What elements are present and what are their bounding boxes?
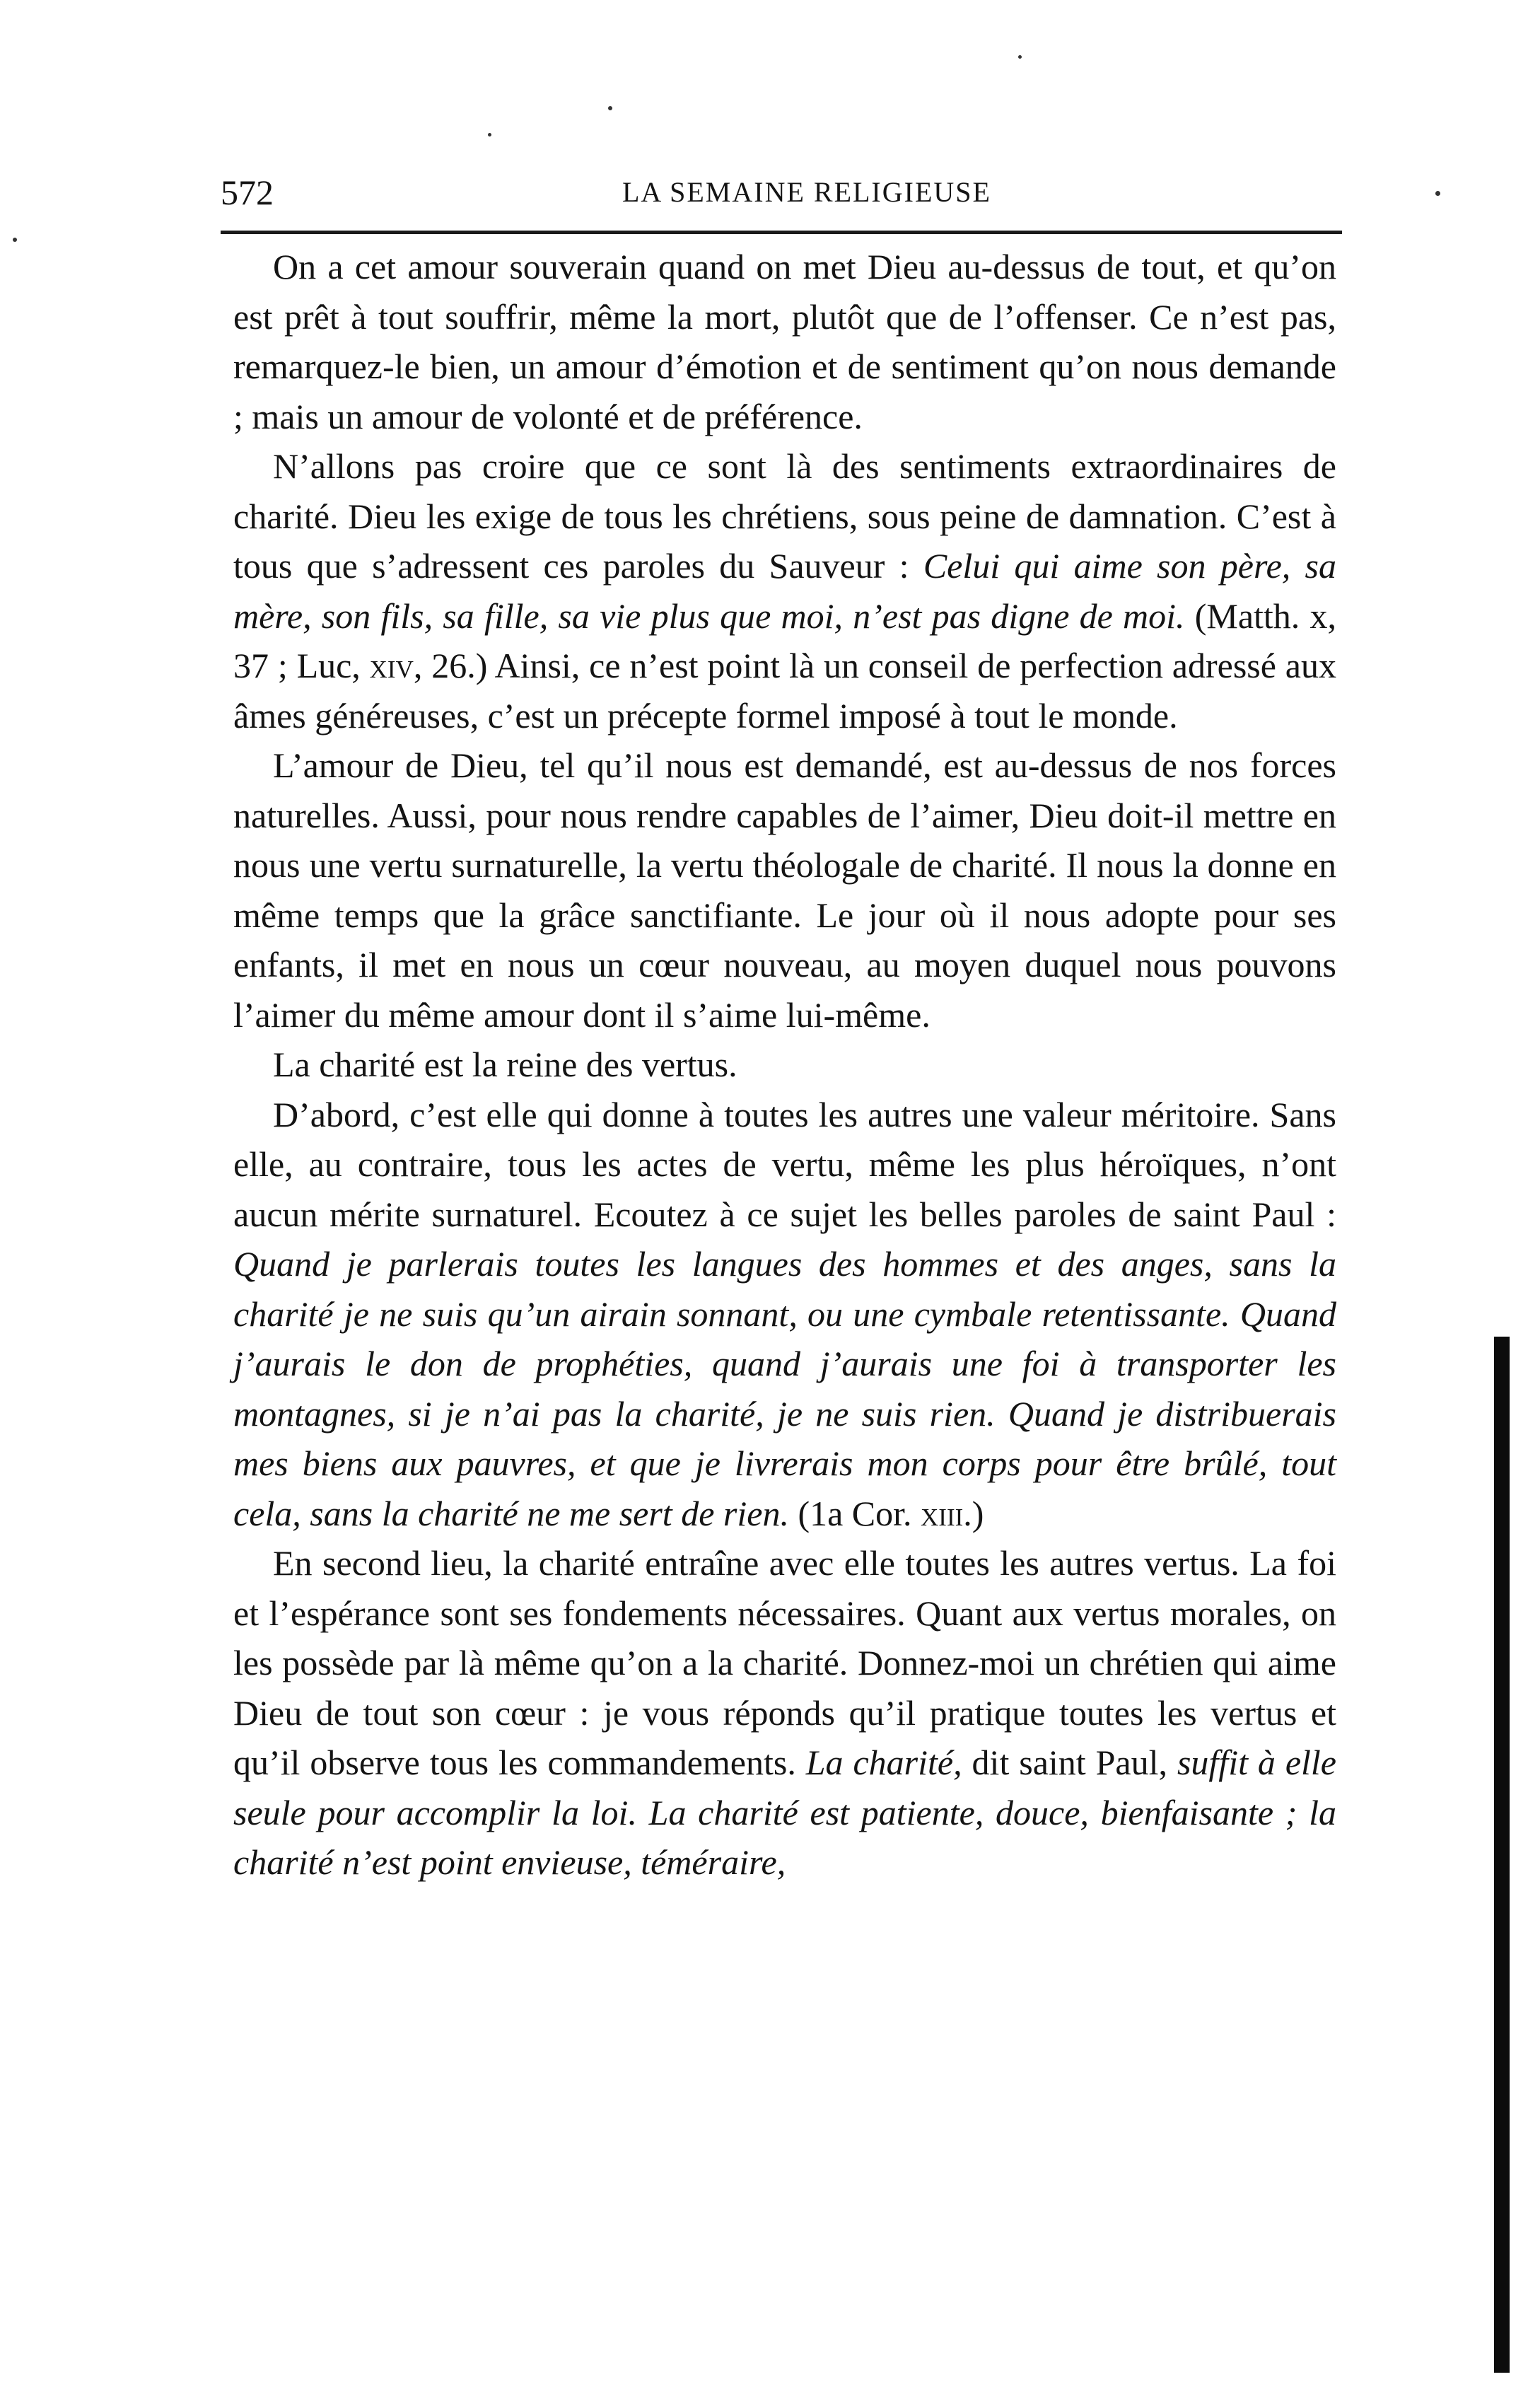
page-header [221, 164, 1338, 221]
page-number: 572 [221, 173, 274, 212]
scripture-quote-matthew: Celui qui aime son père, sa mère, son fils, sa fille, sa vie plus que moi, n’est pas digne de moi. [233, 546, 1336, 636]
scan-speck [1018, 55, 1022, 59]
scripture-quote-law: suffit à elle seule pour accomplir la loi. La charité est patiente, douce, bienfaisante ; la charité n’est point envieuse, téméraire, [233, 1743, 1336, 1882]
paragraph-3-text: L’amour de Dieu, tel qu’il nous est demandé, est au-dessus de nos forces naturelles. Aussi, pour nous rendre capables de l’aimer, Dieu doit-il mettre en nous une vertu surnaturelle, la vertu théologale de charité. Il nous la donne en même temps que la grâce sanctifiante. Le jour où il nous adopte pour ses enfants, il met en nous un cœur nouveau, au moyen duquel nous pouvons l’aimer du même amour dont il s’aime lui-même. [233, 745, 1336, 1035]
scripture-quote-corinthians: Quand je parlerais toutes les langues des hommes et des anges, sans la charité je ne suis qu’un airain sonnant, ou une cymbale retentissante. Quand j’aurais le don de prophéties, quand j’aurais une foi à transporter les montagnes, si je n’ai pas la charité, je ne suis rien. Quand je distribuerais mes biens aux pauvres, et que je livrerais mon corps pour être brûlé, tout cela, sans la charité ne me sert de rien. [233, 1244, 1336, 1533]
scan-speck [488, 133, 491, 136]
citation-roman-numeral: xiv [369, 646, 414, 685]
scan-speck [608, 106, 612, 110]
scripture-quote-charity: La charité, [805, 1743, 962, 1782]
citation-close: .) [963, 1493, 984, 1533]
paragraph-4 [233, 1040, 1336, 1090]
header-rule [221, 231, 1342, 234]
paragraph-3 [233, 740, 1336, 1040]
scan-speck [13, 238, 17, 242]
scan-edge-shadow [1494, 1337, 1510, 2373]
citation-roman-numeral: xiii [921, 1493, 964, 1533]
paragraph-6 [233, 1538, 1336, 1888]
citation-text: (Matth. x, 37 ; Luc, [233, 595, 1336, 685]
paragraph-5-text: D’abord, c’est elle qui donne à toutes les autres une valeur méritoire. Sans elle, au contraire, tous les actes de vertu, même les plus héroïques, n’ont aucun mérite surnaturel. Ecoutez à ce sujet les belles paroles de saint Paul : [233, 1094, 1336, 1234]
paragraph-1-text: On a cet amour souverain quand on met Dieu au-dessus de tout, et qu’on est prêt à tout souffrir, même la mort, plutôt que de l’offenser. Ce n’est pas, remarquez-le bien, un amour d’émotion et de sentiment qu’on nous demande ; mais un amour de volonté et de préférence. [233, 247, 1336, 436]
paragraph-5 [233, 1090, 1336, 1539]
paragraph-6-text: En second lieu, la charité entraîne avec elle toutes les autres vertus. La foi et l’espérance sont ses fondements nécessaires. Quant aux vertus morales, on les possède par là même qu’on a la charité. Donnez-moi un chrétien qui aime Dieu de tout son cœur : je vous réponds qu’il pratique toutes les vertus et qu’il observe tous les commandements. [233, 1543, 1336, 1782]
running-title: LA SEMAINE RELIGIEUSE [622, 176, 991, 208]
paragraph-6-text-mid: dit saint Paul, [962, 1743, 1177, 1782]
paragraph-2 [233, 441, 1336, 740]
paragraph-1 [233, 242, 1336, 441]
scan-speck [1435, 191, 1440, 196]
paragraph-2-text-end: , 26.) Ainsi, ce n’est point là un conseil de perfection adressé aux âmes généreuses, c’est un précepte formel imposé à tout le monde. [233, 646, 1336, 736]
body-text [233, 242, 1336, 1888]
paragraph-4-text: La charité est la reine des vertus. [273, 1045, 737, 1084]
paragraph-2-text: N’allons pas croire que ce sont là des sentiments extraordinaires de charité. Dieu les exige de tous les chrétiens, sous peine de damnation. C’est à tous que s’adressent ces paroles du Sauveur : [233, 446, 1336, 586]
citation-text: (1a Cor. [788, 1493, 921, 1533]
